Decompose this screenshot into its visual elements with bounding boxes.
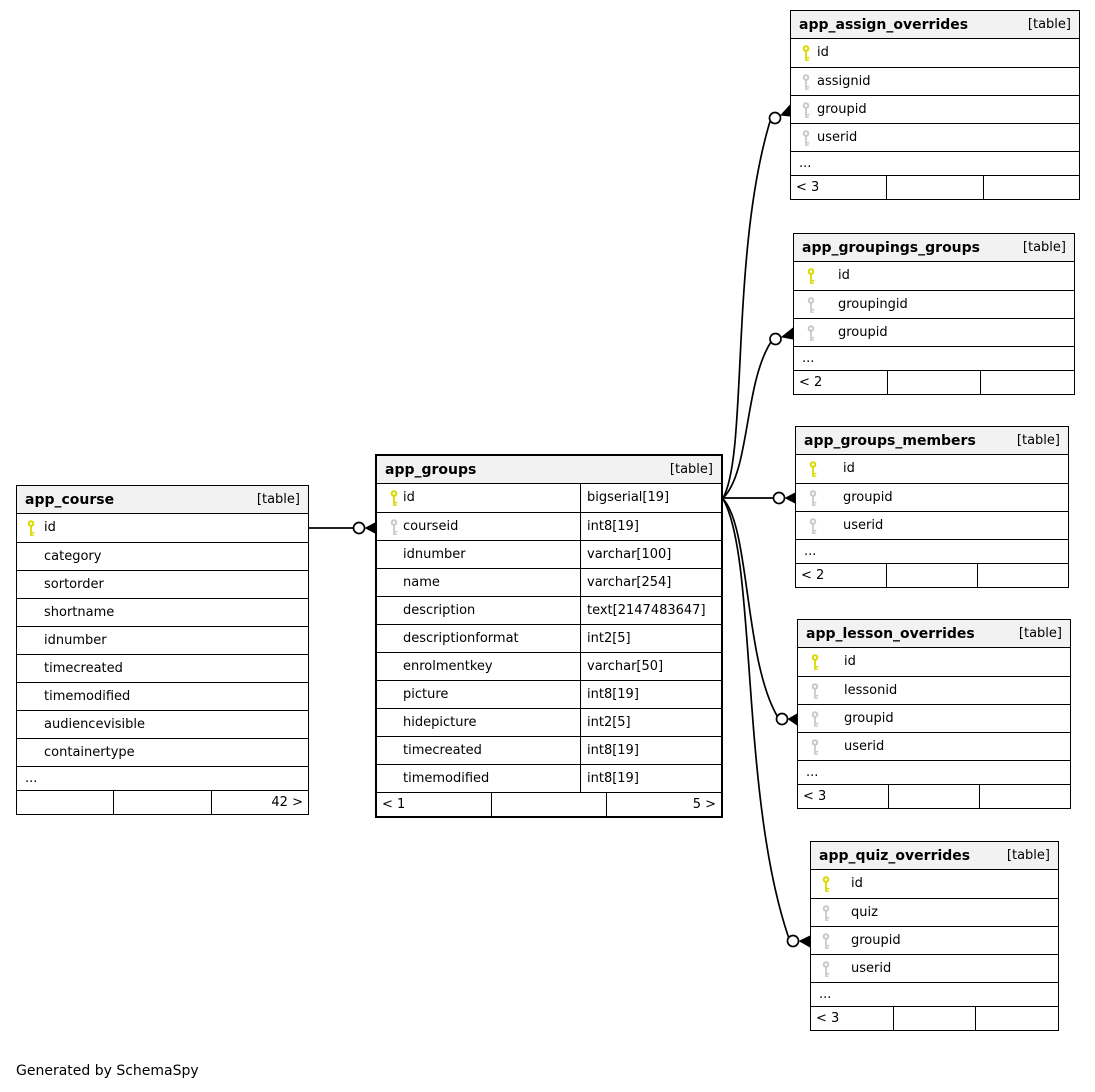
table-row [791,67,1079,95]
table-row [798,648,1070,676]
column-type: int8[19] [587,743,639,758]
table-header[interactable] [796,427,1068,455]
more-columns-ellipsis: ... [17,766,308,790]
more-columns-ellipsis: ... [798,760,1070,784]
table-header[interactable] [794,234,1074,262]
table-name: app_course [25,491,115,508]
column-name: lessonid [844,683,898,698]
table-row [798,704,1070,732]
table-row [377,708,721,736]
column-name: id [817,45,829,60]
column-name: idnumber [44,633,107,648]
table-row [791,95,1079,123]
column-name: groupid [844,711,894,726]
footer-middle-cell [886,564,977,587]
footer-middle-cell [886,176,982,199]
table-row [17,710,308,738]
column-type: varchar[254] [587,575,672,590]
column-name: timemodified [377,765,581,792]
column-name: sortorder [44,577,104,592]
relationship-edge-course-groups [309,523,375,534]
table-name: app_quiz_overrides [819,847,971,864]
table-row [377,764,721,792]
table-row [377,568,721,596]
table-row [17,682,308,710]
table-footer [17,790,308,814]
more-columns-ellipsis: ... [791,151,1079,175]
footer-middle-cell [887,371,981,394]
footer-children-count: < 1 [382,797,406,812]
column-name: shortname [44,605,115,620]
footer-parents-count: 42 > [211,791,308,814]
column-name: groupid [851,933,901,948]
column-name: name [377,569,581,596]
entity-table-app_lesson_overrides[interactable] [797,619,1071,809]
column-name: userid [817,130,858,145]
column-name: id [844,654,856,669]
column-name: id [851,876,863,891]
more-columns-ellipsis: ... [796,539,1068,563]
table-header[interactable] [811,842,1058,870]
table-footer [798,784,1070,808]
table-row [17,626,308,654]
column-type: int2[5] [587,715,631,730]
table-name: app_groups_members [804,432,976,449]
column-name: containertype [44,745,135,760]
column-name: userid [843,518,884,533]
table-row [798,676,1070,704]
column-name: courseid [377,513,581,540]
column-name: audiencevisible [44,717,146,732]
table-name: app_lesson_overrides [806,625,975,642]
entity-table-app_groupings_groups[interactable] [793,233,1075,395]
table-footer [796,563,1068,587]
relationship-edge-groups-lesson [723,499,797,726]
column-name: description [377,597,581,624]
table-row [377,680,721,708]
entity-table-app_groups[interactable] [375,454,723,818]
column-name: idnumber [377,541,581,568]
table-type-badge: [table] [1018,625,1062,641]
footer-parents-count [975,1007,1058,1030]
column-type: text[2147483647] [587,603,706,618]
table-row [377,540,721,568]
table-row [811,926,1058,954]
entity-table-app_assign_overrides[interactable] [790,10,1080,200]
table-row [796,455,1068,483]
footer-middle-cell [893,1007,976,1030]
table-footer [377,792,721,816]
column-name: picture [377,681,581,708]
table-name: app_assign_overrides [799,16,969,33]
table-header[interactable] [17,486,308,514]
generated-by-note: Generated by SchemaSpy [16,1063,199,1079]
entity-table-app_groups_members[interactable] [795,426,1069,588]
column-name: id [843,461,855,476]
foreign-key-icon [808,517,818,534]
column-name: groupid [838,325,888,340]
primary-key-icon [801,45,811,62]
column-type: int8[19] [587,771,639,786]
table-type-badge: [table] [256,491,300,507]
foreign-key-icon [821,932,831,949]
column-name: id [44,520,56,535]
table-header[interactable] [791,11,1079,39]
primary-key-icon [26,520,36,537]
footer-parents-count: 5 > [606,793,721,816]
table-name: app_groups [385,461,477,478]
table-row [377,736,721,764]
table-row [377,596,721,624]
column-name: timecreated [44,661,123,676]
column-name: groupid [843,490,893,505]
more-columns-ellipsis: ... [811,982,1058,1006]
column-name: descriptionformat [377,625,581,652]
foreign-key-icon [821,904,831,921]
foreign-key-icon [810,710,820,727]
table-row [811,870,1058,898]
table-row [811,954,1058,982]
column-name: category [44,549,102,564]
footer-children-count: < 2 [801,568,825,583]
footer-children-count [17,791,113,814]
table-footer [791,175,1079,199]
footer-parents-count [977,564,1068,587]
column-name: userid [851,961,892,976]
column-type: int8[19] [587,687,639,702]
relationship-edge-groups-members [723,493,795,504]
column-name: timecreated [377,737,581,764]
table-type-badge: [table] [1016,432,1060,448]
table-row [811,898,1058,926]
table-row [791,39,1079,67]
table-footer [811,1006,1058,1030]
entity-table-app_course[interactable] [16,485,309,815]
foreign-key-icon [806,324,816,341]
column-type: bigserial[19] [587,490,670,505]
table-type-badge: [table] [1022,239,1066,255]
column-name: assignid [817,74,871,89]
column-name: groupingid [838,297,908,312]
table-type-badge: [table] [1027,16,1071,32]
foreign-key-icon [389,518,399,535]
foreign-key-icon [801,129,811,146]
footer-parents-count [979,785,1070,808]
table-row [17,654,308,682]
table-row [794,290,1074,318]
table-row [796,511,1068,539]
table-row [377,484,721,512]
foreign-key-icon [808,489,818,506]
table-row [794,262,1074,290]
column-type: varchar[50] [587,659,664,674]
table-row [791,123,1079,151]
column-name: timemodified [44,689,131,704]
foreign-key-icon [801,73,811,90]
footer-middle-cell [888,785,979,808]
column-name: groupid [817,102,867,117]
table-row [377,624,721,652]
column-type: varchar[100] [587,547,672,562]
footer-parents-count [980,371,1074,394]
primary-key-icon [806,268,816,285]
footer-children-count: < 3 [803,789,827,804]
table-row [377,652,721,680]
foreign-key-icon [801,101,811,118]
footer-children-count: < 2 [799,375,823,390]
foreign-key-icon [810,738,820,755]
relationship-edge-groups-groupings [723,328,793,499]
column-type: int2[5] [587,631,631,646]
column-name: userid [844,739,885,754]
table-header[interactable] [798,620,1070,648]
primary-key-icon [810,654,820,671]
footer-children-count: < 3 [796,180,820,195]
relationship-edge-groups-assign [723,105,790,499]
footer-parents-count [983,176,1079,199]
table-row [796,483,1068,511]
primary-key-icon [821,876,831,893]
column-type: int8[19] [587,519,639,534]
primary-key-icon [389,490,399,507]
foreign-key-icon [821,960,831,977]
table-row [17,514,308,542]
table-type-badge: [table] [1006,847,1050,863]
footer-children-count: < 3 [816,1011,840,1026]
table-row [798,732,1070,760]
table-footer [794,370,1074,394]
column-name: hidepicture [377,709,581,736]
table-name: app_groupings_groups [802,239,981,256]
footer-middle-cell [491,793,606,816]
column-name: enrolmentkey [377,653,581,680]
table-row [17,598,308,626]
table-row [794,318,1074,346]
primary-key-icon [808,461,818,478]
table-row [17,542,308,570]
column-name: id [838,268,850,283]
table-header[interactable] [377,456,721,484]
more-columns-ellipsis: ... [794,346,1074,370]
footer-middle-cell [113,791,210,814]
column-name: id [377,484,581,512]
foreign-key-icon [810,682,820,699]
table-row [377,512,721,540]
table-row [17,738,308,766]
table-type-badge: [table] [669,461,713,477]
entity-table-app_quiz_overrides[interactable] [810,841,1059,1031]
table-row [17,570,308,598]
foreign-key-icon [806,296,816,313]
column-name: quiz [851,905,878,920]
